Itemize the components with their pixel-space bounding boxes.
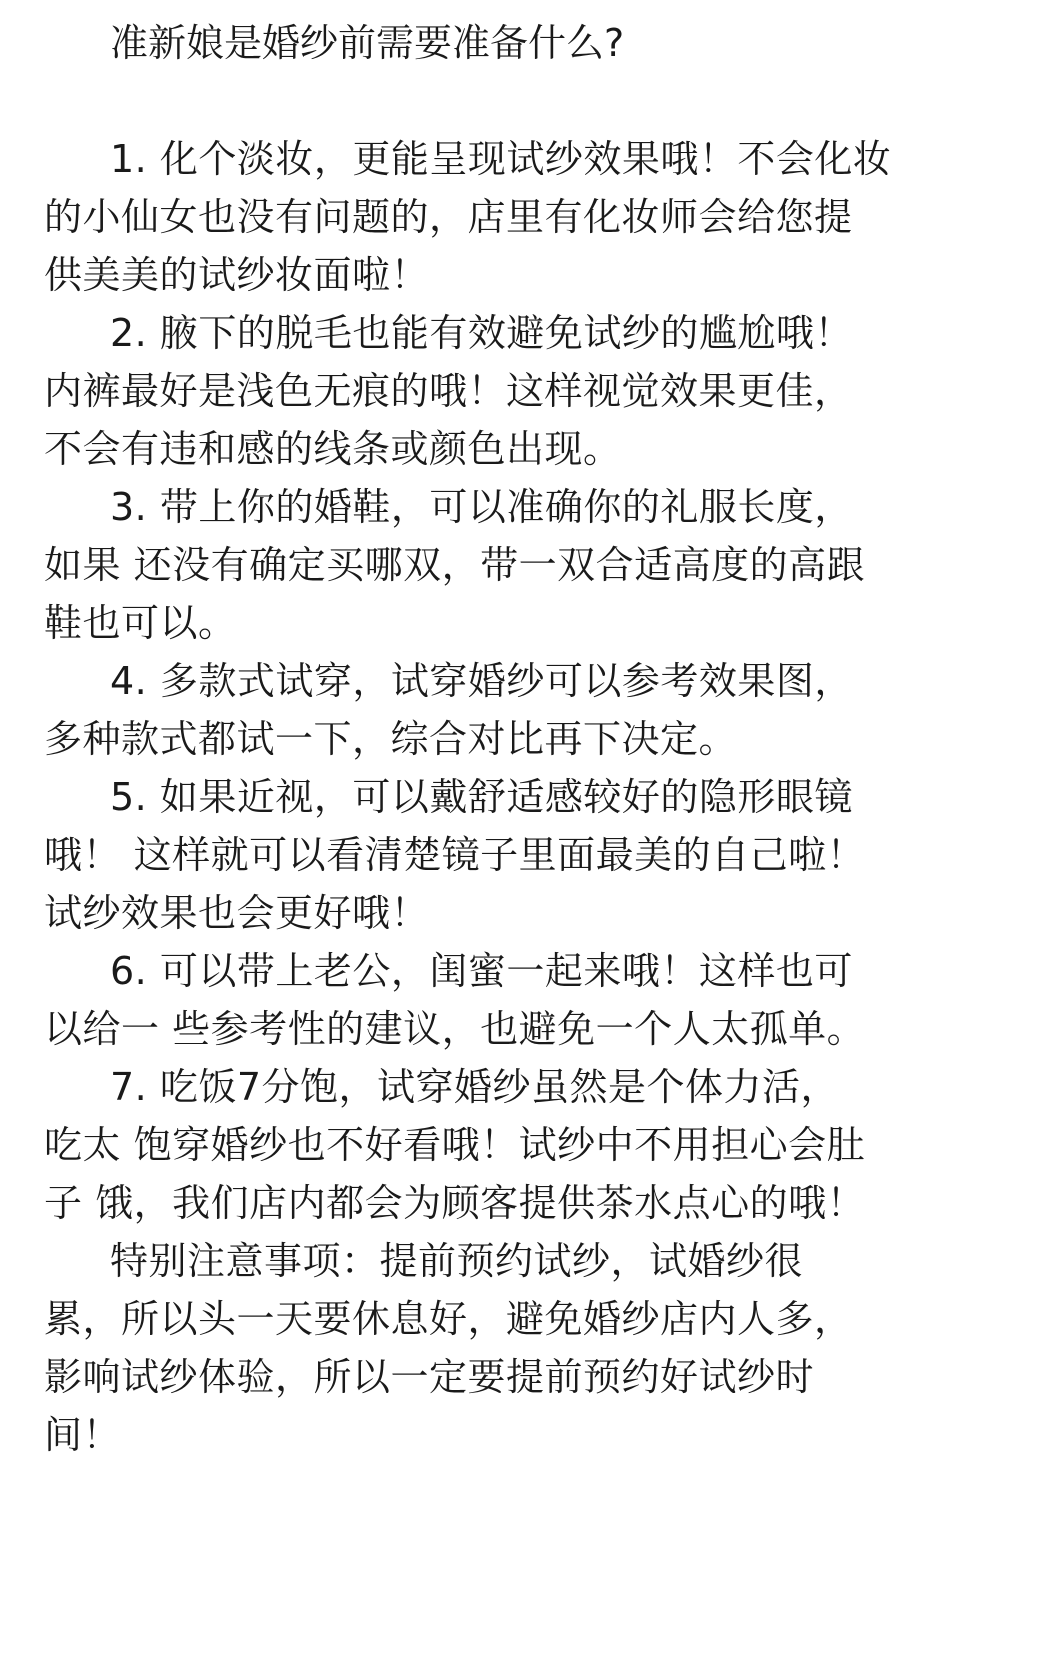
document-title: 准新娘是婚纱前需要准备什么?	[110, 21, 625, 65]
paragraph-line: 不会有违和感的线条或颜色出现。	[44, 427, 622, 471]
paragraph-item-5	[44, 768, 984, 942]
paragraph-line: 如果 还没有确定买哪双，带一双合适高度的高跟	[44, 543, 866, 587]
paragraph-line: 特别注意事项：提前预约试纱，试婚纱很	[110, 1239, 804, 1283]
paragraph-line: 1. 化个淡妆，更能呈现试纱效果哦！不会化妆	[110, 137, 892, 181]
blank-line	[44, 72, 984, 130]
paragraph-line: 影响试纱体验，所以一定要提前预约好试纱时	[44, 1355, 815, 1399]
paragraph-line: 以给一 些参考性的建议，也避免一个人太孤单。	[44, 1007, 866, 1051]
paragraph-item-4	[44, 652, 984, 768]
paragraph-line: 多种款式都试一下，综合对比再下决定。	[44, 717, 738, 761]
paragraph-line: 累，所以头一天要休息好，避免婚纱店内人多，	[44, 1297, 853, 1341]
paragraph-line: 3. 带上你的婚鞋，可以准确你的礼服长度，	[110, 485, 853, 529]
paragraph-item-1	[44, 130, 984, 304]
paragraph-line: 7. 吃饭7分饱，试穿婚纱虽然是个体力活，	[110, 1065, 840, 1109]
paragraph-item-7	[44, 1058, 984, 1232]
paragraph-line: 子 饿，我们店内都会为顾客提供茶水点心的哦！	[44, 1181, 866, 1225]
paragraph-line: 6. 可以带上老公，闺蜜一起来哦！这样也可	[110, 949, 853, 993]
paragraph-line: 试纱效果也会更好哦！	[44, 891, 430, 935]
paragraph-line: 的小仙女也没有问题的，店里有化妆师会给您提	[44, 195, 853, 239]
paragraph-line: 内裤最好是浅色无痕的哦！这样视觉效果更佳，	[44, 369, 853, 413]
paragraph-line: 供美美的试纱妆面啦！	[44, 253, 430, 297]
paragraph-line: 鞋也可以。	[44, 601, 237, 645]
paragraph-line: 间！	[44, 1413, 122, 1457]
paragraph-line: 吃太 饱穿婚纱也不好看哦！试纱中不用担心会肚	[44, 1123, 866, 1167]
paragraph-line: 2. 腋下的脱毛也能有效避免试纱的尴尬哦！	[110, 311, 853, 355]
special-notice-paragraph	[44, 1232, 984, 1464]
paragraph-line: 5. 如果近视，可以戴舒适感较好的隐形眼镜	[110, 775, 853, 819]
paragraph-line: 4. 多款式试穿，试穿婚纱可以参考效果图，	[110, 659, 853, 703]
paragraph-item-3	[44, 478, 984, 652]
document-body	[44, 14, 984, 1464]
paragraph-item-2	[44, 304, 984, 478]
paragraph-line: 哦！ 这样就可以看清楚镜子里面最美的自己啦！	[44, 833, 866, 877]
paragraph-item-6	[44, 942, 984, 1058]
